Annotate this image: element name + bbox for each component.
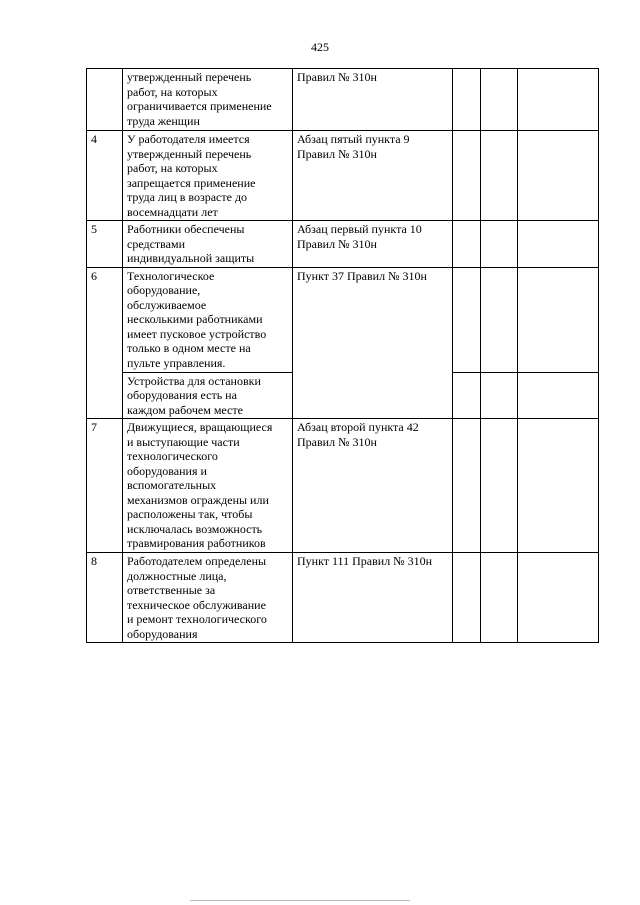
reference-cell: Пункт 37 Правил № 310н	[293, 267, 453, 419]
answer-no-cell[interactable]	[481, 553, 518, 643]
answer-yes-cell[interactable]	[453, 221, 481, 268]
table-row	[87, 131, 599, 221]
answer-yes-cell[interactable]	[453, 131, 481, 221]
row-number: 7	[87, 419, 123, 553]
table-row	[87, 267, 599, 372]
row-number: 5	[87, 221, 123, 268]
reference-cell: Абзац пятый пункта 9 Правил № 310н	[293, 131, 453, 221]
answer-na-cell[interactable]	[518, 419, 599, 553]
answer-no-cell[interactable]	[481, 131, 518, 221]
answer-no-cell[interactable]	[481, 419, 518, 553]
answer-na-cell[interactable]	[518, 221, 599, 268]
table-row	[87, 553, 599, 643]
answer-no-cell[interactable]	[481, 69, 518, 131]
requirement-cell: Устройства для остановки оборудования есть на каждом рабочем месте	[123, 372, 293, 419]
requirement-cell: утвержденный перечень работ, на которых ограничивается применение труда женщин	[123, 69, 293, 131]
requirement-cell: Технологическое оборудование, обслуживаемое несколькими работниками имеет пусковое устройство только в одном месте на пульте управления.	[123, 267, 293, 372]
table-row	[87, 221, 599, 268]
table-row	[87, 69, 599, 131]
row-number: 6	[87, 267, 123, 419]
checklist-table	[86, 68, 599, 643]
page-bottom-rule	[190, 900, 410, 901]
reference-cell: Абзац первый пункта 10 Правил № 310н	[293, 221, 453, 268]
answer-no-cell[interactable]	[481, 372, 518, 419]
table-row	[87, 419, 599, 553]
row-number: 8	[87, 553, 123, 643]
answer-yes-cell[interactable]	[453, 372, 481, 419]
reference-cell: Пункт 111 Правил № 310н	[293, 553, 453, 643]
answer-na-cell[interactable]	[518, 267, 599, 372]
requirement-cell: Работодателем определены должностные лица, ответственные за техническое обслуживание и ремонт технологического оборудования	[123, 553, 293, 643]
answer-na-cell[interactable]	[518, 69, 599, 131]
reference-cell: Абзац второй пункта 42 Правил № 310н	[293, 419, 453, 553]
reference-cell: Правил № 310н	[293, 69, 453, 131]
answer-na-cell[interactable]	[518, 553, 599, 643]
answer-no-cell[interactable]	[481, 221, 518, 268]
answer-yes-cell[interactable]	[453, 419, 481, 553]
answer-no-cell[interactable]	[481, 267, 518, 372]
answer-yes-cell[interactable]	[453, 267, 481, 372]
answer-yes-cell[interactable]	[453, 553, 481, 643]
answer-na-cell[interactable]	[518, 131, 599, 221]
requirement-cell: У работодателя имеется утвержденный перечень работ, на которых запрещается применение труда лиц в возрасте до восемнадцати лет	[123, 131, 293, 221]
requirement-cell: Движущиеся, вращающиеся и выступающие части технологического оборудования и вспомогательных механизмов ограждены или расположены так, чтобы исключалась возможность травмирования работников	[123, 419, 293, 553]
row-number	[87, 69, 123, 131]
row-number: 4	[87, 131, 123, 221]
page-number: 425	[311, 40, 329, 54]
answer-yes-cell[interactable]	[453, 69, 481, 131]
requirement-cell: Работники обеспечены средствами индивидуальной защиты	[123, 221, 293, 268]
answer-na-cell[interactable]	[518, 372, 599, 419]
